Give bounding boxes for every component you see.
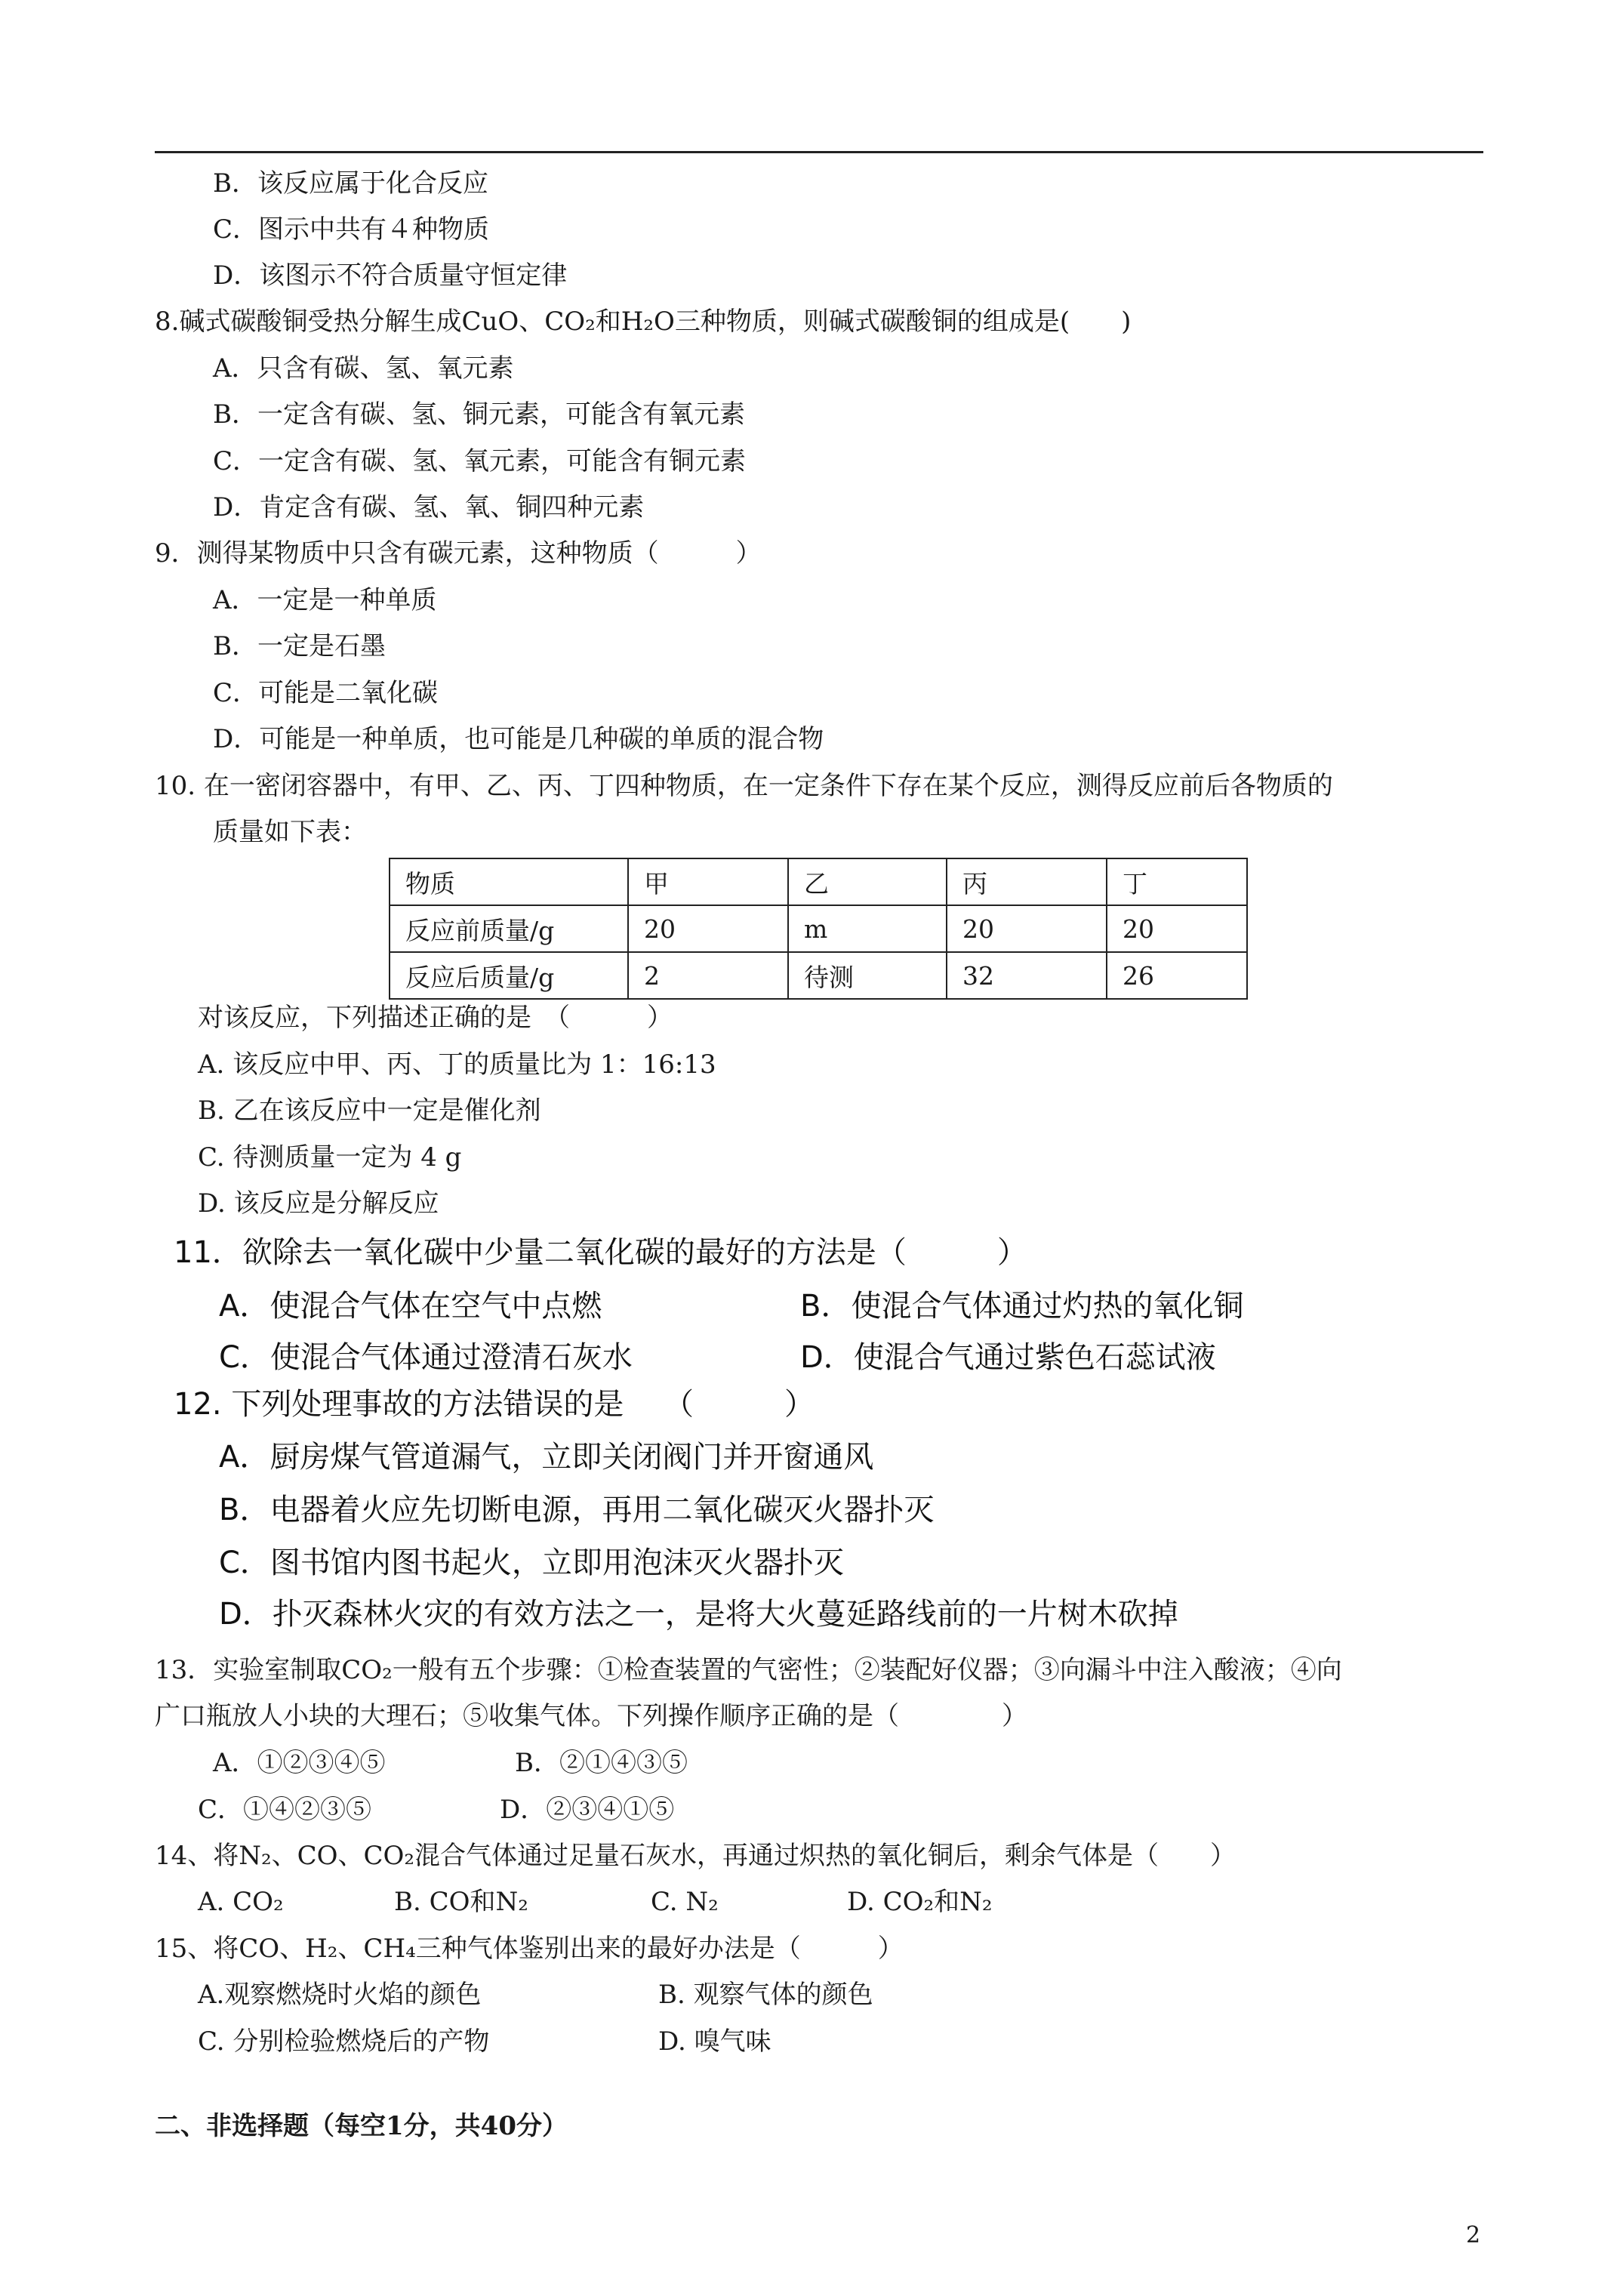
table-cell: 物质 [390, 858, 628, 905]
q10-option-a: A. 该反应中甲、丙、丁的质量比为 1：16:13 [198, 1049, 716, 1080]
table-cell: 反应前质量/g [390, 905, 628, 952]
q11-stem: 11．欲除去一氧化碳中少量二氧化碳的最好的方法是（ ） [174, 1235, 1027, 1270]
section-heading: 二、非选择题（每空1分，共40分） [155, 2111, 568, 2141]
table-cell: 2 [628, 952, 788, 999]
q14-option-d: D. CO₂和N₂ [847, 1887, 993, 1917]
q11-option-c: C．使混合气体通过澄清石灰水 [219, 1340, 633, 1375]
q14-option-c: C. N₂ [651, 1887, 719, 1917]
q12-option-b: B．电器着火应先切断电源，再用二氧化碳灭火器扑灭 [219, 1493, 935, 1527]
q10-stem-line-2: 质量如下表： [213, 817, 367, 847]
table-cell: 丁 [1107, 858, 1247, 905]
q13-stem-line-2: 广口瓶放人小块的大理石；⑤收集气体。下列操作顺序正确的是（ ） [155, 1701, 1027, 1731]
q9-option-a: A．一定是一种单质 [213, 585, 437, 615]
q14-stem: 14、将N₂、CO、CO₂混合气体通过足量石灰水，再通过炽热的氧化铜后，剩余气体是（ ） [155, 1841, 1236, 1871]
table-cell: 20 [1107, 905, 1247, 952]
q13-option-d: D．②③④①⑤ [500, 1795, 675, 1825]
q8-option-a: A．只含有碳、氢、氧元素 [213, 353, 514, 384]
table-cell: 丙 [947, 858, 1107, 905]
table-cell: 26 [1107, 952, 1247, 999]
table-cell: m [788, 905, 947, 952]
table-cell: 20 [947, 905, 1107, 952]
q14-option-b: B. CO和N₂ [394, 1887, 528, 1917]
q10-stem-line-1: 10. 在一密闭容器中，有甲、乙、丙、丁四种物质，在一定条件下存在某个反应，测得反应前后各物质的 [155, 771, 1333, 801]
table-cell: 32 [947, 952, 1107, 999]
q12-option-a: A．厨房煤气管道漏气，立即关闭阀门并开窗通风 [219, 1440, 874, 1475]
q7-option-d: D．该图示不符合质量守恒定律 [213, 260, 568, 291]
q7-option-c: C．图示中共有４种物质 [213, 214, 490, 245]
table-cell: 甲 [628, 858, 788, 905]
q15-stem: 15、将CO、H₂、CH₄三种气体鉴别出来的最好办法是（ ） [155, 1934, 904, 1964]
q12-option-c: C．图书馆内图书起火，立即用泡沫灭火器扑灭 [219, 1546, 844, 1580]
table-row [390, 952, 1247, 999]
q9-option-b: B．一定是石墨 [213, 631, 386, 661]
q9-option-c: C．可能是二氧化碳 [213, 678, 439, 708]
page-number: 2 [1466, 2222, 1481, 2248]
q13-option-c: C．①④②③⑤ [198, 1795, 372, 1825]
q13-option-a: A．①②③④⑤ [213, 1748, 386, 1778]
header-rule [155, 151, 1483, 153]
table-row [390, 905, 1247, 952]
q8-option-b: B．一定含有碳、氢、铜元素，可能含有氧元素 [213, 399, 745, 430]
q10-option-d: D. 该反应是分解反应 [198, 1188, 439, 1219]
q12-option-d: D．扑灭森林火灾的有效方法之一，是将大火蔓延路线前的一片树木砍掉 [219, 1597, 1178, 1632]
q10-prompt: 对该反应，下列描述正确的是 （ ） [198, 1003, 673, 1033]
q7-option-b: B．该反应属于化合反应 [213, 168, 488, 199]
q12-stem: 12. 下列处理事故的方法错误的是 （ ） [174, 1387, 815, 1422]
q10-option-c: C. 待测质量一定为 4 g [198, 1142, 462, 1173]
q8-option-c: C．一定含有碳、氢、氧元素，可能含有铜元素 [213, 446, 747, 476]
q11-option-a: A．使混合气体在空气中点燃 [219, 1289, 602, 1324]
q13-stem-line-1: 13．实验室制取CO₂一般有五个步骤：①检查装置的气密性；②装配好仪器；③向漏斗中注入酸液；④向 [155, 1655, 1342, 1685]
q9-option-d: D．可能是一种单质，也可能是几种碳的单质的混合物 [213, 724, 824, 754]
table-cell: 20 [628, 905, 788, 952]
q11-option-d: D．使混合气通过紫色石蕊试液 [800, 1340, 1216, 1375]
q8-option-d: D．肯定含有碳、氢、氧、铜四种元素 [213, 492, 645, 522]
q14-option-a: A. CO₂ [198, 1887, 284, 1917]
q11-option-b: B．使混合气体通过灼热的氧化铜 [800, 1289, 1244, 1324]
table-cell: 反应后质量/g [390, 952, 628, 999]
q15-option-c: C. 分别检验燃烧后的产物 [198, 2026, 490, 2057]
q15-option-d: D. 嗅气味 [658, 2026, 771, 2057]
mass-table [389, 858, 1248, 1000]
table-cell: 待测 [788, 952, 947, 999]
table-cell: 乙 [788, 858, 947, 905]
q13-option-b: B．②①④③⑤ [515, 1748, 688, 1778]
q10-option-b: B. 乙在该反应中一定是催化剂 [198, 1096, 541, 1126]
q8-stem: 8.碱式碳酸铜受热分解生成CuO、CO₂和H₂O三种物质，则碱式碳酸铜的组成是( ) [155, 307, 1132, 337]
table-header-row [390, 858, 1247, 905]
q15-option-b: B. 观察气体的颜色 [658, 1980, 873, 2010]
q15-option-a: A.观察燃烧时火焰的颜色 [198, 1980, 482, 2010]
q9-stem: 9．测得某物质中只含有碳元素，这种物质（ ） [155, 538, 762, 569]
